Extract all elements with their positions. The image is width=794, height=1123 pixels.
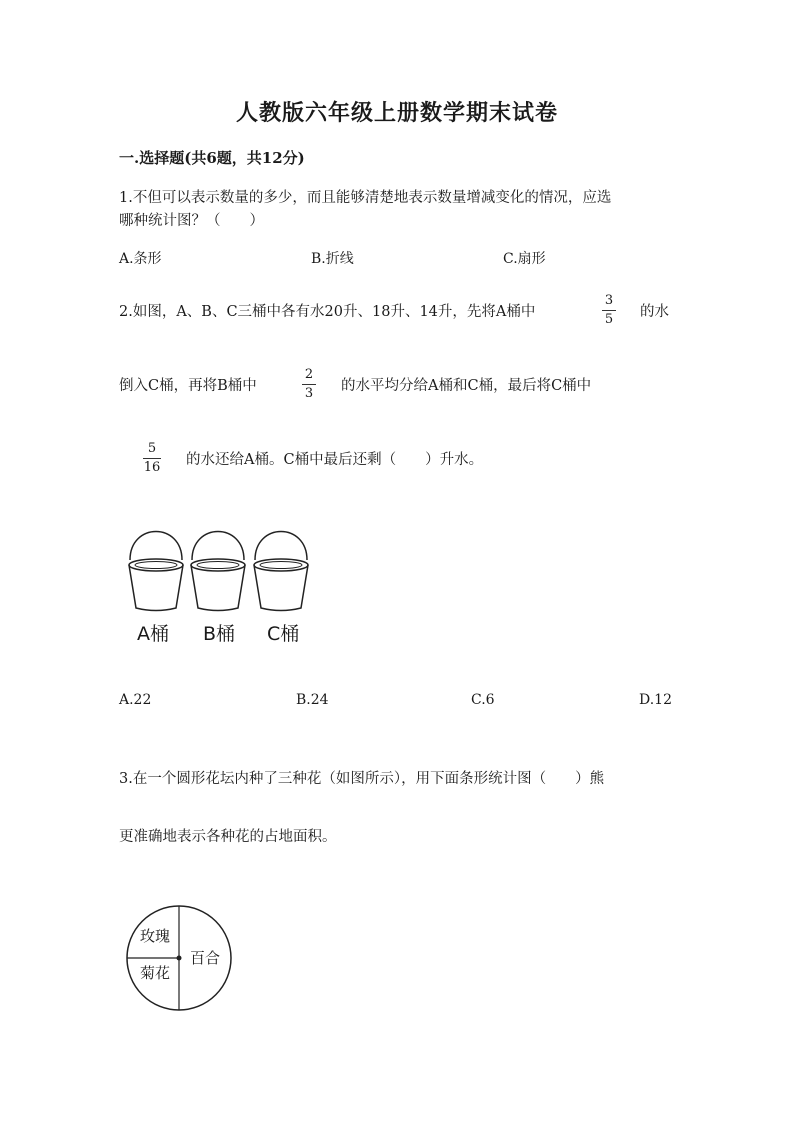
q1-option-a: A.条形 [119,251,162,267]
bucket-a-label: A桶 [137,623,169,645]
q2-fraction-2 [302,368,316,401]
q2-line1: 2.如图，A、B、C三桶中各有水20升、18升、14升，先将A桶中 [119,304,536,320]
fraction-denominator: 16 [143,460,161,475]
q2-option-d: D.12 [639,692,672,708]
q2-fraction-1 [602,294,616,327]
bucket-b-label: B桶 [203,623,236,645]
bucket-c-icon [254,532,308,611]
fraction-numerator: 2 [304,367,314,382]
q2-line2-end: 的水平均分给A桶和C桶，最后将C桶中 [341,378,592,394]
q2-fraction-3 [143,442,161,475]
q1-line2: 哪种统计图？（ ） [119,213,264,229]
fraction-numerator: 3 [604,293,614,308]
q2-line3: 的水还给A桶。C桶中最后还剩（ ）升水。 [186,452,484,468]
fraction-denominator: 3 [304,386,314,401]
sector-chrysanthemum-label: 菊花 [140,964,171,982]
page-title: 人教版六年级上册数学期末试卷 [235,100,558,126]
q2-option-c: C.6 [471,692,495,708]
bucket-c-label: C桶 [267,623,300,645]
q1-option-c: C.扇形 [503,251,546,267]
fraction-bar [302,384,316,385]
fraction-bar [143,458,161,459]
q3-line2: 更准确地表示各种花的占地面积。 [119,829,337,845]
q1-line1: 1.不但可以表示数量的多少，而且能够清楚地表示数量增减变化的情况，应选 [119,190,612,206]
sector-rose-label: 玫瑰 [140,927,171,945]
buckets-figure [118,528,318,618]
q1-option-b: B.折线 [311,251,354,267]
bucket-a-icon [129,532,183,611]
section-heading: 一.选择题(共6题，共12分) [119,149,305,167]
q2-line1-end: 的水 [640,304,669,320]
fraction-denominator: 5 [604,312,614,327]
center-dot [177,956,182,961]
q2-option-b: B.24 [296,692,329,708]
q2-option-a: A.22 [119,692,152,708]
fraction-numerator: 5 [147,441,157,456]
bucket-b-icon [191,532,245,611]
q2-line2-start: 倒入C桶，再将B桶中 [119,378,257,394]
fraction-bar [602,310,616,311]
sector-lily-label: 百合 [190,949,221,967]
q3-line1: 3.在一个圆形花坛内种了三种花（如图所示），用下面条形统计图（ ）熊 [119,771,605,787]
